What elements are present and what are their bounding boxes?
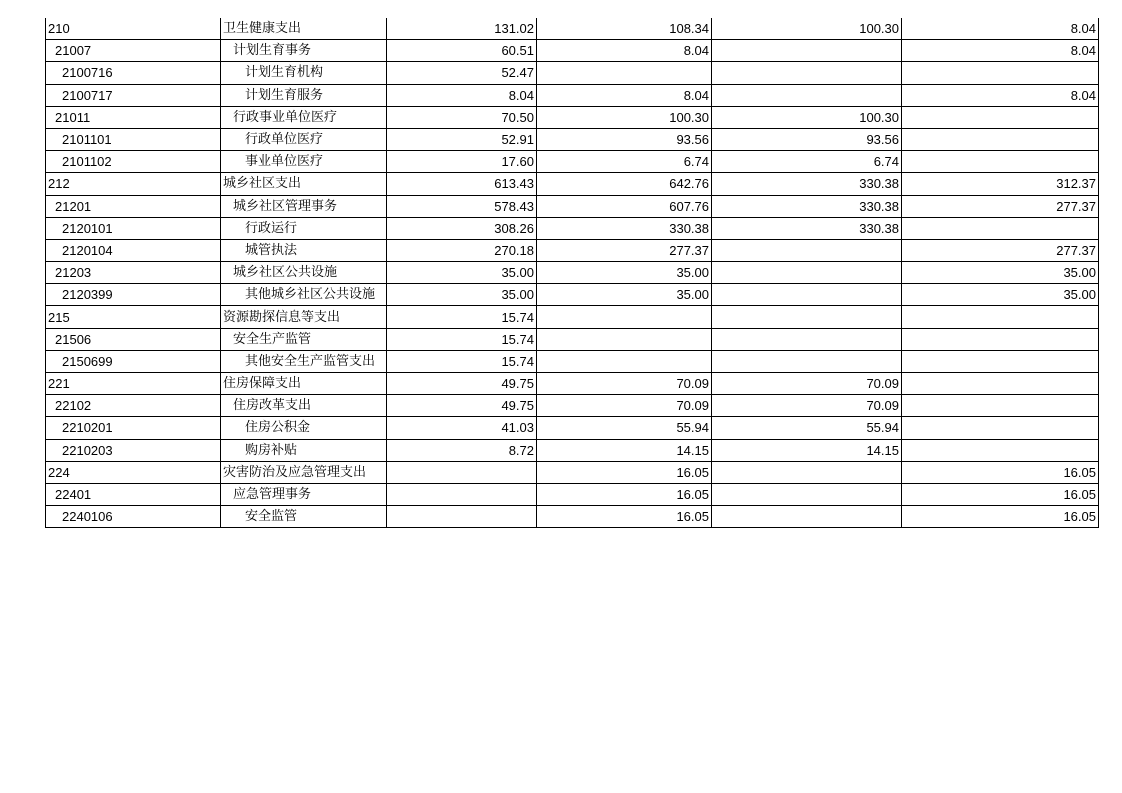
subject-name-cell: 事业单位医疗 [221, 151, 387, 173]
amount-cell-4: 312.37 [902, 173, 1099, 195]
table-row [46, 151, 1099, 173]
subject-name-cell: 城管执法 [221, 239, 387, 261]
amount-cell-3 [712, 328, 902, 350]
subject-code-cell: 2120104 [46, 239, 221, 261]
subject-code-cell: 22102 [46, 395, 221, 417]
amount-cell-2: 16.05 [537, 506, 712, 528]
subject-name-cell: 资源勘探信息等支出 [221, 306, 387, 328]
subject-name-cell: 应急管理事务 [221, 483, 387, 505]
amount-cell-1: 60.51 [387, 40, 537, 62]
amount-cell-2: 35.00 [537, 284, 712, 306]
amount-cell-1: 270.18 [387, 239, 537, 261]
amount-cell-4: 35.00 [902, 284, 1099, 306]
amount-cell-4 [902, 373, 1099, 395]
table-row [46, 18, 1099, 40]
amount-cell-4 [902, 417, 1099, 439]
subject-code-cell: 2101102 [46, 151, 221, 173]
subject-name-cell: 计划生育服务 [221, 84, 387, 106]
amount-cell-1 [387, 483, 537, 505]
subject-name-cell: 其他城乡社区公共设施 [221, 284, 387, 306]
subject-name-cell: 灾害防治及应急管理支出 [221, 461, 387, 483]
table-row [46, 483, 1099, 505]
amount-cell-3 [712, 506, 902, 528]
amount-cell-3: 330.38 [712, 195, 902, 217]
table-body [46, 18, 1099, 528]
amount-cell-1: 578.43 [387, 195, 537, 217]
amount-cell-3 [712, 284, 902, 306]
subject-code-cell: 21201 [46, 195, 221, 217]
amount-cell-2: 607.76 [537, 195, 712, 217]
table-row [46, 306, 1099, 328]
subject-code-cell: 2150699 [46, 350, 221, 372]
amount-cell-2 [537, 350, 712, 372]
subject-code-cell: 2100716 [46, 62, 221, 84]
amount-cell-2: 55.94 [537, 417, 712, 439]
amount-cell-3: 55.94 [712, 417, 902, 439]
subject-name-cell: 安全生产监管 [221, 328, 387, 350]
amount-cell-2: 16.05 [537, 483, 712, 505]
amount-cell-2: 70.09 [537, 395, 712, 417]
amount-cell-4 [902, 128, 1099, 150]
amount-cell-2: 6.74 [537, 151, 712, 173]
amount-cell-3: 70.09 [712, 373, 902, 395]
amount-cell-4 [902, 306, 1099, 328]
amount-cell-3 [712, 306, 902, 328]
subject-name-cell: 计划生育机构 [221, 62, 387, 84]
subject-code-cell: 2101101 [46, 128, 221, 150]
subject-code-cell: 2100717 [46, 84, 221, 106]
amount-cell-1: 8.04 [387, 84, 537, 106]
amount-cell-3: 330.38 [712, 173, 902, 195]
subject-code-cell: 2120101 [46, 217, 221, 239]
amount-cell-3 [712, 40, 902, 62]
amount-cell-3 [712, 239, 902, 261]
table-row [46, 417, 1099, 439]
amount-cell-3: 14.15 [712, 439, 902, 461]
subject-name-cell: 其他安全生产监管支出 [221, 350, 387, 372]
subject-code-cell: 224 [46, 461, 221, 483]
amount-cell-1: 308.26 [387, 217, 537, 239]
amount-cell-3: 70.09 [712, 395, 902, 417]
amount-cell-2: 642.76 [537, 173, 712, 195]
subject-code-cell: 2120399 [46, 284, 221, 306]
amount-cell-1: 41.03 [387, 417, 537, 439]
subject-code-cell: 221 [46, 373, 221, 395]
amount-cell-3 [712, 461, 902, 483]
amount-cell-4: 16.05 [902, 506, 1099, 528]
amount-cell-2: 8.04 [537, 84, 712, 106]
subject-code-cell: 2240106 [46, 506, 221, 528]
amount-cell-3: 100.30 [712, 18, 902, 40]
amount-cell-2: 100.30 [537, 106, 712, 128]
table-row [46, 350, 1099, 372]
amount-cell-2: 8.04 [537, 40, 712, 62]
table-row [46, 128, 1099, 150]
subject-code-cell: 215 [46, 306, 221, 328]
amount-cell-3 [712, 62, 902, 84]
subject-name-cell: 行政运行 [221, 217, 387, 239]
amount-cell-2: 330.38 [537, 217, 712, 239]
subject-code-cell: 21007 [46, 40, 221, 62]
amount-cell-3: 6.74 [712, 151, 902, 173]
amount-cell-2: 16.05 [537, 461, 712, 483]
amount-cell-1 [387, 506, 537, 528]
subject-name-cell: 住房公积金 [221, 417, 387, 439]
amount-cell-4: 16.05 [902, 483, 1099, 505]
subject-code-cell: 2210203 [46, 439, 221, 461]
table-row [46, 106, 1099, 128]
amount-cell-4 [902, 395, 1099, 417]
table-row [46, 439, 1099, 461]
table-row [46, 173, 1099, 195]
amount-cell-4 [902, 151, 1099, 173]
budget-sheet [45, 18, 1098, 528]
subject-code-cell: 21506 [46, 328, 221, 350]
table-row [46, 84, 1099, 106]
amount-cell-1: 15.74 [387, 350, 537, 372]
amount-cell-1: 35.00 [387, 284, 537, 306]
amount-cell-3 [712, 262, 902, 284]
amount-cell-4: 8.04 [902, 40, 1099, 62]
amount-cell-2: 14.15 [537, 439, 712, 461]
amount-cell-4 [902, 350, 1099, 372]
subject-name-cell: 行政事业单位医疗 [221, 106, 387, 128]
amount-cell-1 [387, 461, 537, 483]
subject-name-cell: 住房保障支出 [221, 373, 387, 395]
amount-cell-1: 131.02 [387, 18, 537, 40]
table-row [46, 328, 1099, 350]
amount-cell-4: 16.05 [902, 461, 1099, 483]
table-row [46, 195, 1099, 217]
amount-cell-4: 8.04 [902, 84, 1099, 106]
amount-cell-1: 17.60 [387, 151, 537, 173]
amount-cell-1: 70.50 [387, 106, 537, 128]
amount-cell-3: 330.38 [712, 217, 902, 239]
subject-name-cell: 住房改革支出 [221, 395, 387, 417]
amount-cell-2 [537, 328, 712, 350]
subject-code-cell: 21011 [46, 106, 221, 128]
amount-cell-1: 15.74 [387, 328, 537, 350]
amount-cell-1: 49.75 [387, 395, 537, 417]
amount-cell-3 [712, 483, 902, 505]
table-row [46, 461, 1099, 483]
subject-name-cell: 行政单位医疗 [221, 128, 387, 150]
amount-cell-4 [902, 62, 1099, 84]
subject-name-cell: 卫生健康支出 [221, 18, 387, 40]
subject-name-cell: 购房补贴 [221, 439, 387, 461]
amount-cell-1: 15.74 [387, 306, 537, 328]
table-row [46, 239, 1099, 261]
table-row [46, 373, 1099, 395]
amount-cell-2 [537, 306, 712, 328]
amount-cell-4: 277.37 [902, 239, 1099, 261]
subject-name-cell: 城乡社区管理事务 [221, 195, 387, 217]
amount-cell-1: 35.00 [387, 262, 537, 284]
amount-cell-4: 8.04 [902, 18, 1099, 40]
subject-name-cell: 城乡社区支出 [221, 173, 387, 195]
amount-cell-2: 277.37 [537, 239, 712, 261]
amount-cell-1: 52.91 [387, 128, 537, 150]
amount-cell-2: 93.56 [537, 128, 712, 150]
table-row [46, 395, 1099, 417]
table-row [46, 40, 1099, 62]
amount-cell-1: 49.75 [387, 373, 537, 395]
amount-cell-1: 52.47 [387, 62, 537, 84]
amount-cell-4 [902, 106, 1099, 128]
budget-table [45, 18, 1099, 528]
amount-cell-3 [712, 350, 902, 372]
amount-cell-2: 35.00 [537, 262, 712, 284]
table-row [46, 284, 1099, 306]
table-row [46, 506, 1099, 528]
table-row [46, 62, 1099, 84]
amount-cell-1: 8.72 [387, 439, 537, 461]
amount-cell-4 [902, 439, 1099, 461]
amount-cell-3: 93.56 [712, 128, 902, 150]
amount-cell-4: 35.00 [902, 262, 1099, 284]
subject-code-cell: 21203 [46, 262, 221, 284]
amount-cell-2 [537, 62, 712, 84]
subject-code-cell: 210 [46, 18, 221, 40]
amount-cell-4 [902, 328, 1099, 350]
subject-code-cell: 212 [46, 173, 221, 195]
subject-code-cell: 22401 [46, 483, 221, 505]
table-row [46, 262, 1099, 284]
amount-cell-2: 108.34 [537, 18, 712, 40]
subject-name-cell: 安全监管 [221, 506, 387, 528]
amount-cell-1: 613.43 [387, 173, 537, 195]
amount-cell-2: 70.09 [537, 373, 712, 395]
subject-name-cell: 城乡社区公共设施 [221, 262, 387, 284]
amount-cell-4 [902, 217, 1099, 239]
amount-cell-3: 100.30 [712, 106, 902, 128]
amount-cell-4: 277.37 [902, 195, 1099, 217]
amount-cell-3 [712, 84, 902, 106]
table-row [46, 217, 1099, 239]
subject-name-cell: 计划生育事务 [221, 40, 387, 62]
subject-code-cell: 2210201 [46, 417, 221, 439]
